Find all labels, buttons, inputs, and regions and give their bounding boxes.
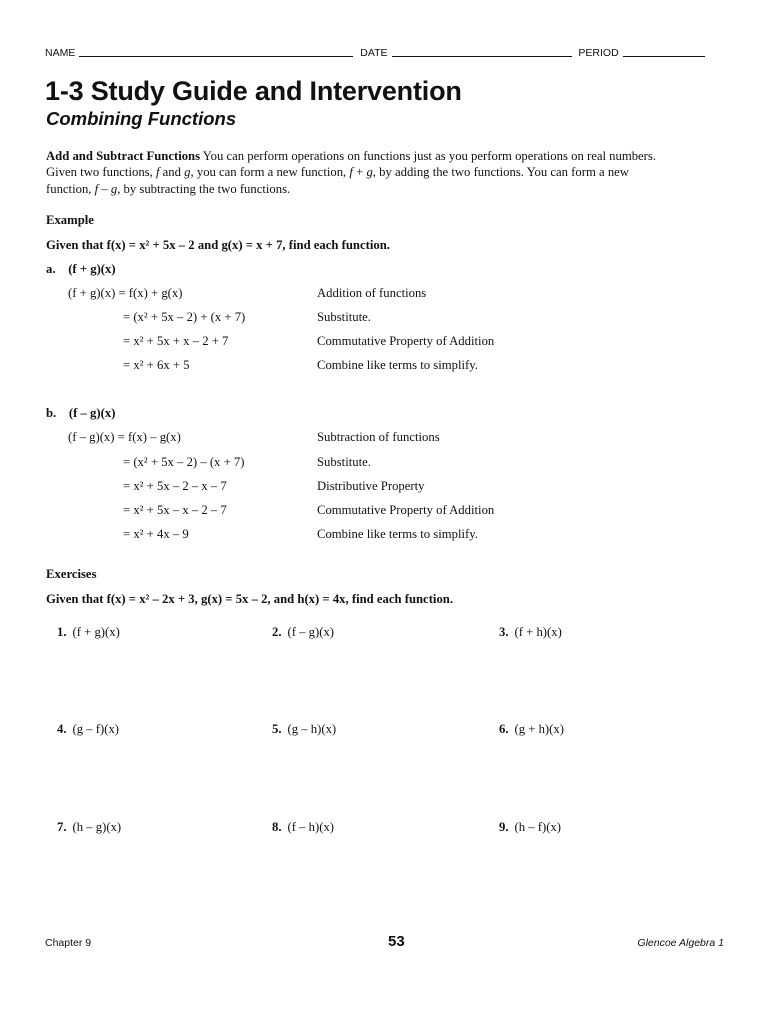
exercise-number: 7. (57, 820, 67, 834)
example-b-reason-3: Distributive Property (317, 479, 425, 493)
exercise-function: (g – f)(x) (72, 722, 120, 736)
part-function: (f – g)(x) (68, 406, 116, 420)
period-label: PERIOD (578, 47, 619, 59)
part-a-label (46, 262, 116, 277)
example-b-step-1: (f – g)(x) = f(x) – g(x) (68, 430, 181, 444)
example-a-reason-4: Combine like terms to simplify. (317, 358, 478, 372)
intro-paragraph: Add and Subtract Functions You can perform operations on functions just as you perform operations on real numbers. Given two functions, f and g, you can form a new function, f + g, by adding the two functions. You can form a new function, f – g, by subtracting the two functions. (46, 149, 657, 196)
exercise-5[interactable] (272, 722, 336, 737)
exercise-function: (h – g)(x) (72, 820, 122, 834)
example-a-step-4: = x² + 6x + 5 (123, 358, 190, 372)
exercise-function: (g – h)(x) (287, 722, 337, 736)
example-a-reason-2: Substitute. (317, 310, 371, 324)
intro-text: Given two functions, (46, 165, 153, 180)
example-b-reason-4: Commutative Property of Addition (317, 503, 495, 517)
exercise-9[interactable] (499, 820, 561, 835)
intro-text: , you can form a new function, (190, 165, 347, 180)
example-a-reason-3: Commutative Property of Addition (317, 334, 495, 348)
date-label: DATE (360, 47, 388, 59)
intro-text: and (162, 165, 181, 180)
example-b-step-4: = x² + 5x – x – 2 – 7 (123, 503, 227, 517)
exercise-2[interactable] (272, 625, 334, 640)
footer-book-title: Glencoe Algebra 1 (637, 937, 724, 949)
exercise-function: (f + g)(x) (72, 625, 120, 639)
exercise-6[interactable] (499, 722, 564, 737)
exercise-function: (g + h)(x) (514, 722, 564, 736)
intro-text: , by subtracting the two functions. (117, 181, 291, 196)
date-blank[interactable] (392, 46, 572, 57)
part-letter: b. (46, 406, 57, 420)
intro-heading: Add and Subtract Functions (46, 149, 201, 163)
exercise-4[interactable] (57, 722, 119, 737)
example-b-reason-1: Subtraction of functions (317, 430, 440, 444)
exercise-number: 5. (272, 722, 282, 736)
exercise-number: 1. (57, 625, 67, 639)
exercise-7[interactable] (57, 820, 121, 835)
example-given: Given that f(x) = x² + 5x – 2 and g(x) = x + 7, find each function. (46, 238, 390, 252)
example-b-step-5: = x² + 4x – 9 (123, 527, 189, 541)
name-label: NAME (45, 47, 76, 59)
page-number: 53 (388, 933, 405, 950)
exercise-number: 6. (499, 722, 509, 736)
exercise-number: 3. (499, 625, 509, 639)
exercise-function: (f + h)(x) (514, 625, 562, 639)
exercise-8[interactable] (272, 820, 334, 835)
intro-text: , by adding the two functions. You can form a new (372, 165, 629, 180)
page-title: 1-3 Study Guide and Intervention (45, 76, 462, 106)
period-blank[interactable] (623, 46, 705, 57)
exercises-heading: Exercises (46, 567, 97, 581)
example-a-reason-1: Addition of functions (317, 286, 427, 300)
example-a-step-2: = (x² + 5x – 2) + (x + 7) (123, 310, 246, 324)
example-b-step-3: = x² + 5x – 2 – x – 7 (123, 479, 227, 493)
exercise-1[interactable] (57, 625, 120, 640)
intro-text: function, (46, 181, 92, 196)
example-a-step-1: (f + g)(x) = f(x) + g(x) (68, 286, 183, 300)
exercise-3[interactable] (499, 625, 562, 640)
part-letter: a. (46, 262, 56, 276)
example-b-reason-2: Substitute. (317, 455, 371, 469)
exercise-number: 2. (272, 625, 282, 639)
exercise-number: 4. (57, 722, 67, 736)
exercises-given: Given that f(x) = x² – 2x + 3, g(x) = 5x – 2, and h(x) = 4x, find each function. (46, 592, 454, 606)
example-a-step-3: = x² + 5x + x – 2 + 7 (123, 334, 229, 348)
example-b-step-2: = (x² + 5x – 2) – (x + 7) (123, 455, 245, 469)
exercise-function: (f – h)(x) (287, 820, 335, 834)
exercise-function: (f – g)(x) (287, 625, 335, 639)
part-function: (f + g)(x) (68, 262, 116, 276)
example-heading: Example (46, 213, 94, 227)
exercise-number: 8. (272, 820, 282, 834)
exercise-function: (h – f)(x) (514, 820, 562, 834)
student-info-line (45, 46, 725, 59)
part-b-label (46, 406, 115, 421)
example-b-reason-5: Combine like terms to simplify. (317, 527, 478, 541)
name-blank[interactable] (79, 46, 353, 57)
exercise-number: 9. (499, 820, 509, 834)
intro-line1: You can perform operations on functions just as you perform operations on real numbers. (202, 149, 657, 163)
page-subtitle: Combining Functions (46, 108, 237, 129)
footer-chapter: Chapter 9 (45, 937, 92, 949)
